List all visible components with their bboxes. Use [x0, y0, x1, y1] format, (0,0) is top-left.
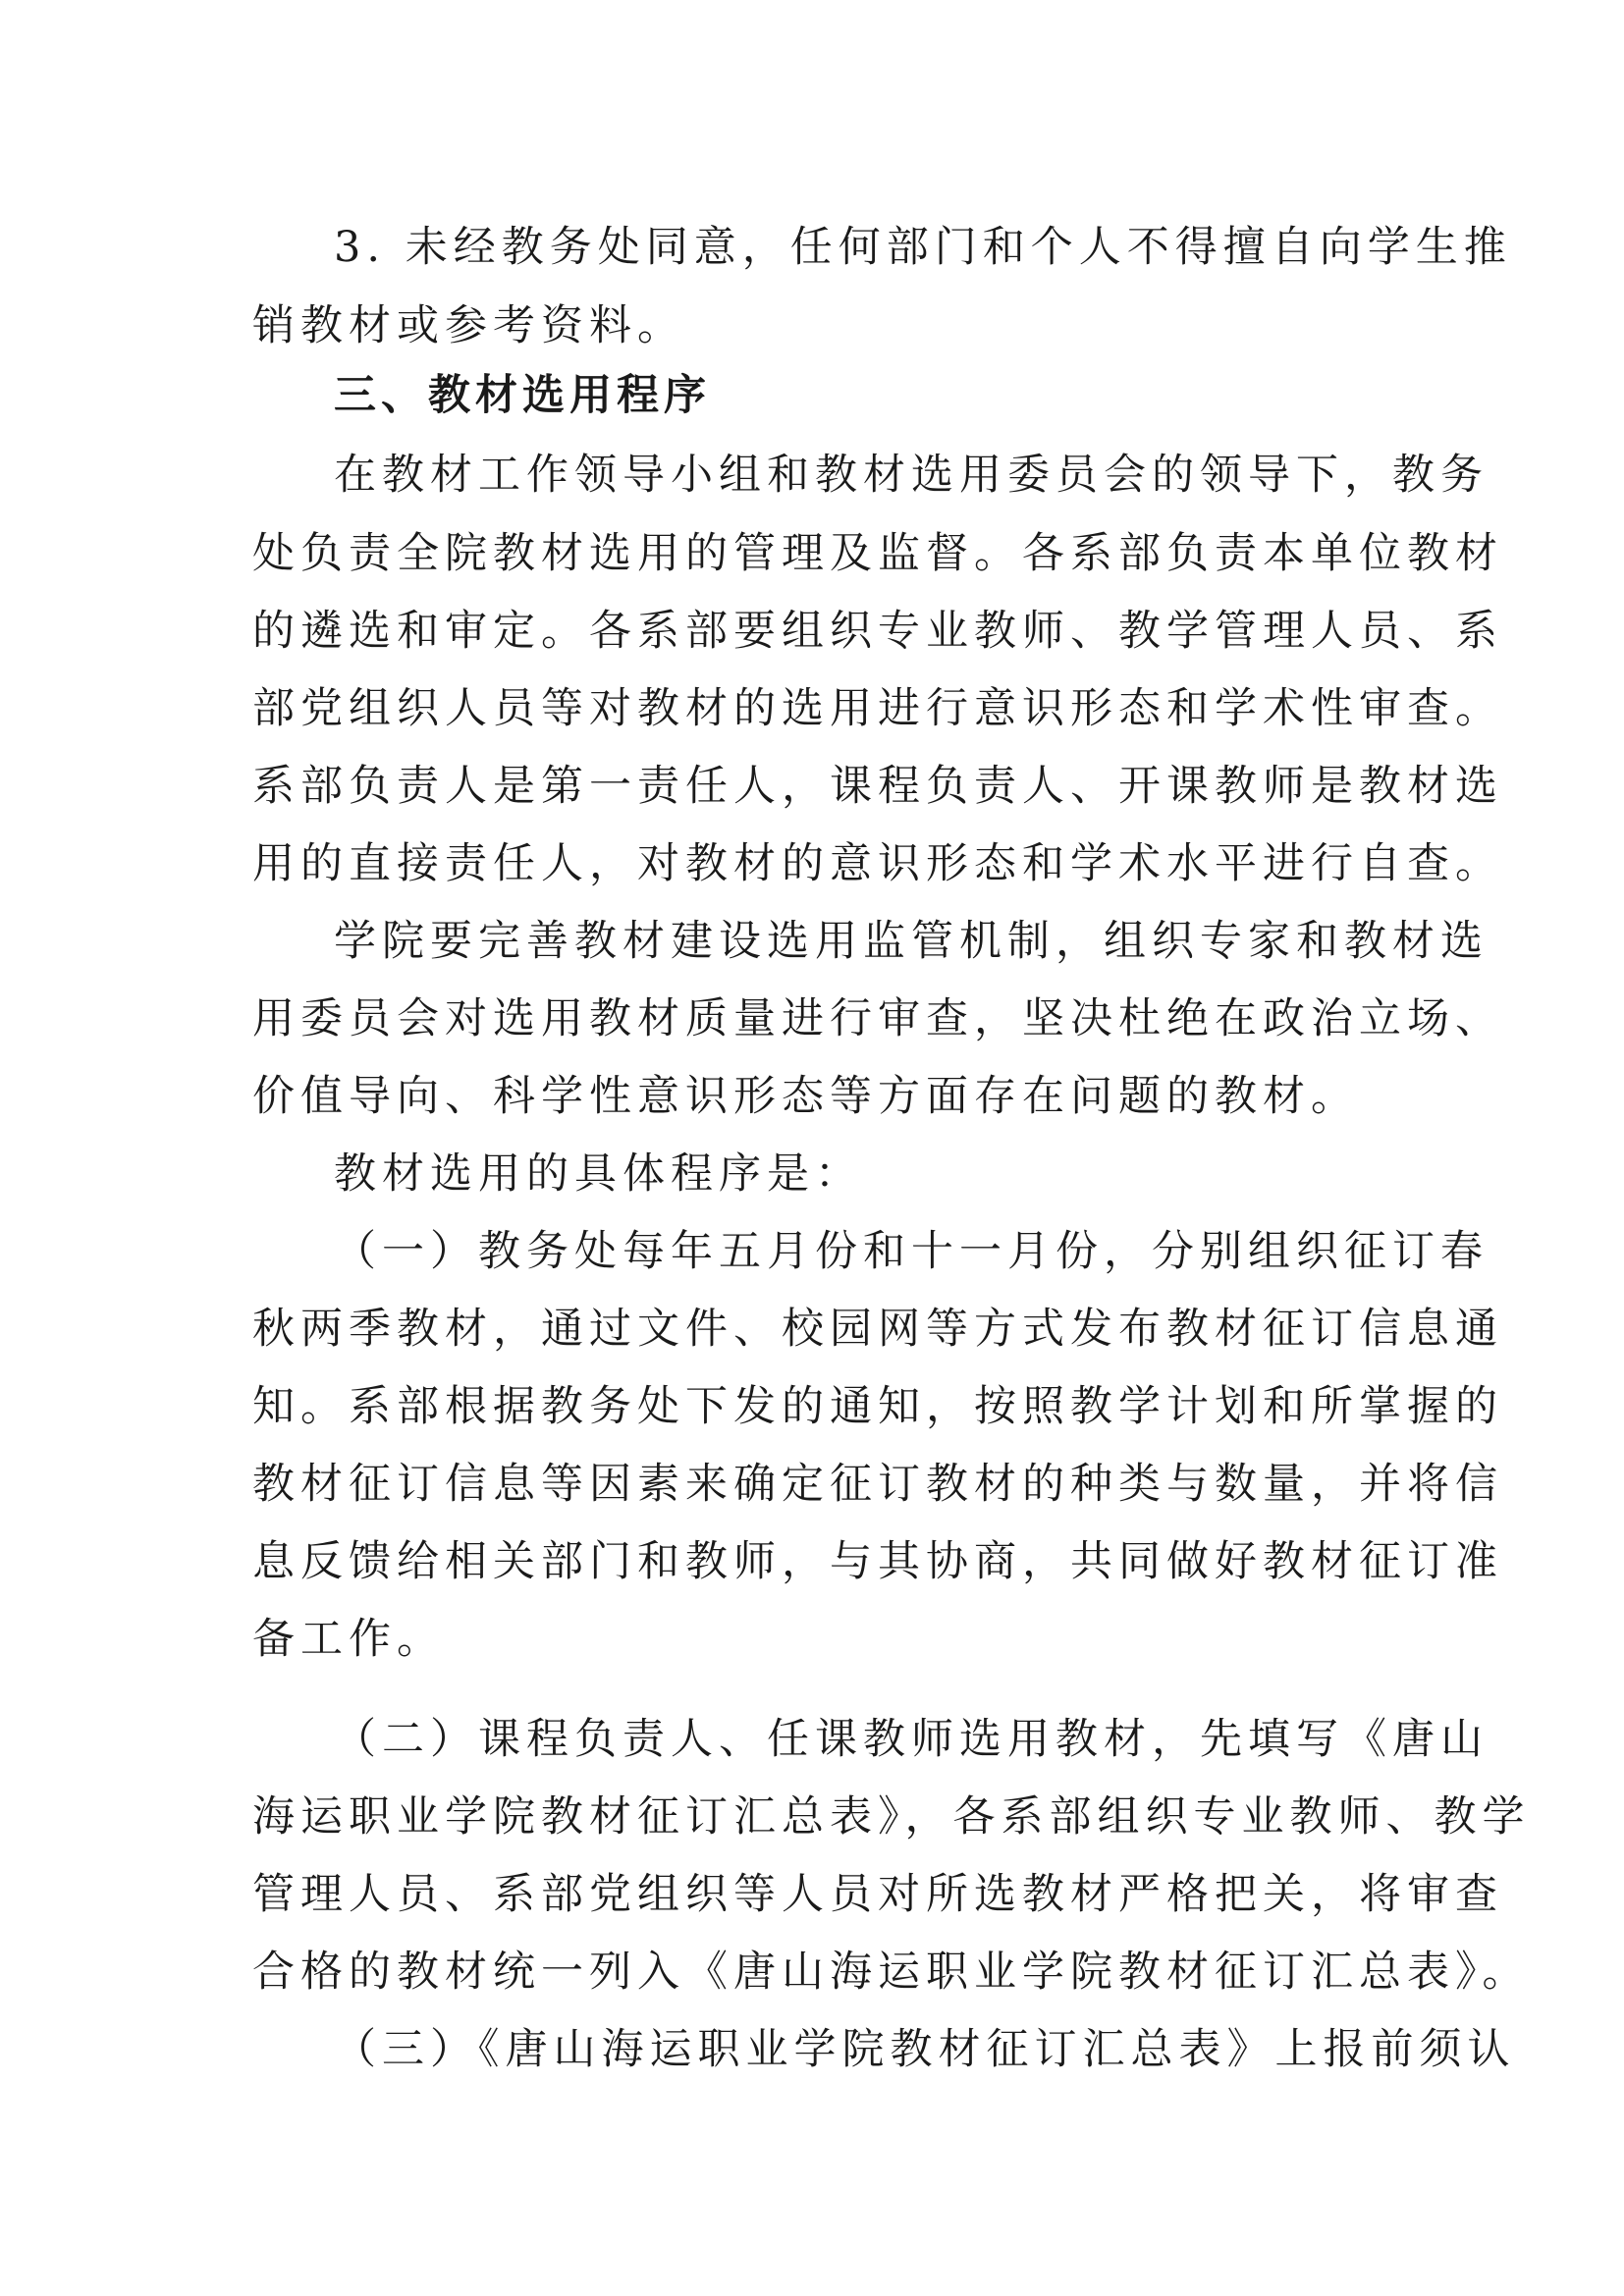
body-text-line: 部党组织人员等对教材的选用进行意识形态和学术性审查。 [252, 684, 1503, 733]
section-heading: 三、教材选用程序 [334, 371, 711, 420]
body-text-line: 用的直接责任人，对教材的意识形态和学术水平进行自查。 [252, 839, 1503, 888]
body-text-line: 备工作。 [252, 1615, 445, 1664]
body-text-line: 系部负责人是第一责任人，课程负责人、开课教师是教材选 [252, 762, 1503, 811]
body-text-line: 教材征订信息等因素来确定征订教材的种类与数量，并将信 [252, 1460, 1503, 1509]
body-text-line: 合格的教材统一列入《唐山海运职业学院教材征订汇总表》。 [252, 1948, 1531, 1997]
body-text-line: 在教材工作领导小组和教材选用委员会的领导下，教务 [334, 451, 1489, 500]
body-text-line: 教材选用的具体程序是： [334, 1149, 863, 1199]
body-text-line: 销教材或参考资料。 [252, 301, 685, 350]
body-text-line: 息反馈给相关部门和教师，与其协商，共同做好教材征订准 [252, 1537, 1503, 1586]
body-text-line: 用委员会对选用教材质量进行审查，坚决杜绝在政治立场、 [252, 994, 1503, 1043]
body-text-line: （三）《唐山海运职业学院教材征订汇总表》上报前须认 [334, 2025, 1516, 2074]
body-text-line: 3. 未经教务处同意，任何部门和个人不得擅自向学生推 [334, 223, 1512, 272]
body-text-line: 海运职业学院教材征订汇总表》，各系部组织专业教师、教学 [252, 1792, 1531, 1842]
body-text-line: 处负责全院教材选用的管理及监督。各系部负责本单位教材 [252, 529, 1503, 578]
body-text-line: 学院要完善教材建设选用监管机制，组织专家和教材选 [334, 917, 1489, 966]
body-text-line: 价值导向、科学性意识形态等方面存在问题的教材。 [252, 1072, 1359, 1121]
body-text-line: （一）教务处每年五月份和十一月份，分别组织征订春 [334, 1227, 1489, 1276]
body-text-line: （二）课程负责人、任课教师选用教材，先填写《唐山 [334, 1715, 1489, 1764]
body-text-line: 知。系部根据教务处下发的通知，按照教学计划和所掌握的 [252, 1382, 1503, 1431]
body-text-line: 秋两季教材，通过文件、校园网等方式发布教材征订信息通 [252, 1305, 1503, 1354]
body-text-line: 的遴选和审定。各系部要组织专业教师、教学管理人员、系 [252, 607, 1503, 656]
body-text-line: 管理人员、系部党组织等人员对所选教材严格把关，将审查 [252, 1870, 1503, 1919]
